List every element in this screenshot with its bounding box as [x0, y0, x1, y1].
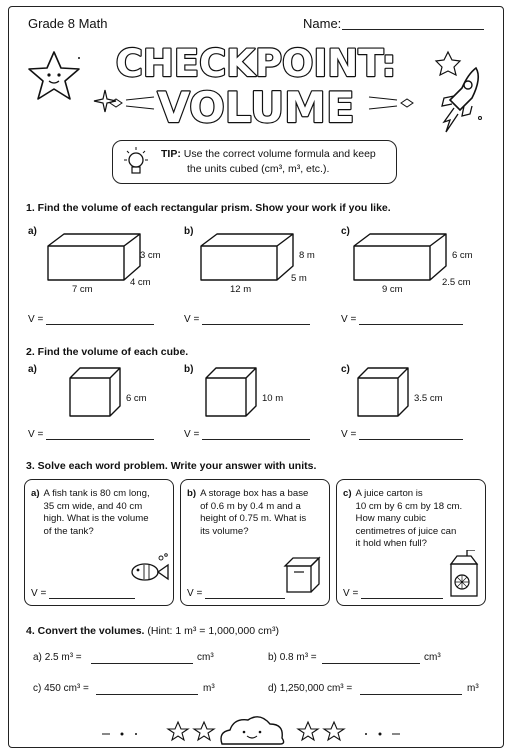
star-icon — [324, 722, 344, 740]
convert-b-label: b) — [268, 652, 277, 663]
section-3-heading: 3. Solve each word problem. Write your answer with units. — [26, 460, 317, 472]
storage-box-icon — [281, 556, 323, 596]
convert-a-answer-field[interactable] — [91, 663, 193, 664]
convert-c-answer-field[interactable] — [96, 694, 198, 695]
cube-a-answer-field[interactable] — [46, 439, 154, 440]
prism-b-answer-field[interactable] — [202, 324, 310, 325]
cube-c-figure — [352, 364, 412, 418]
fish-icon — [127, 552, 171, 586]
cube-a-label: a) — [28, 364, 37, 375]
prism-c-height: 6 cm — [452, 250, 473, 261]
cube-c-answer-label: V = — [341, 429, 357, 440]
cube-a-figure — [64, 364, 124, 418]
word-problem-a-text — [31, 488, 150, 538]
cube-b-side: 10 m — [262, 393, 284, 404]
prism-a-label: a) — [28, 226, 37, 237]
speed-lines-right-icon — [365, 95, 415, 111]
prism-a-height: 3 cm — [140, 250, 161, 261]
cube-c-side: 3.5 cm — [414, 393, 443, 404]
prism-b-height: 8 m — [299, 250, 315, 261]
name-field[interactable] — [342, 29, 484, 30]
word-problem-c-label: c) — [343, 488, 352, 499]
cube-b-figure — [200, 364, 260, 418]
word-problem-a-line: 35 cm wide, and 40 cm — [43, 500, 143, 512]
convert-d-value: 1,250,000 cm³ = — [279, 683, 353, 694]
convert-d-answer-field[interactable] — [360, 694, 462, 695]
subject-label: Grade 8 Math — [28, 16, 108, 31]
prism-b-label: b) — [184, 226, 194, 237]
word-problem-c-answer-label: V = — [343, 588, 359, 599]
word-problem-c-line: centimetres of juice can — [355, 525, 457, 537]
word-problem-b-text — [187, 488, 308, 538]
word-problem-b-line: of 0.6 m by 0.4 m and a — [200, 500, 301, 512]
prism-b-width: 5 m — [291, 273, 307, 284]
word-problem-c-line: How many cubic — [355, 513, 426, 524]
prism-c-label: c) — [341, 226, 350, 237]
section-4-heading: 4. Convert the volumes. — [26, 625, 145, 637]
word-problem-b-label: b) — [187, 488, 197, 499]
word-problem-c-line: 10 cm by 6 cm by 18 cm. — [355, 500, 463, 512]
word-problem-a-answer-field[interactable] — [49, 598, 135, 599]
word-problem-a-answer-label: V = — [31, 588, 47, 599]
prism-a-length: 7 cm — [72, 284, 93, 295]
convert-a-given — [33, 652, 82, 663]
speed-lines-left-icon — [108, 95, 158, 111]
prism-b-answer-label: V = — [184, 314, 200, 325]
prism-a-answer-label: V = — [28, 314, 44, 325]
word-problem-c-card — [336, 479, 486, 606]
smiling-star-icon — [24, 48, 84, 106]
section-1-heading: 1. Find the volume of each rectangular prism. Show your work if you like. — [26, 202, 391, 214]
lightbulb-icon — [121, 145, 151, 179]
word-problem-b-line: height of 0.75 m. What is — [200, 513, 307, 524]
prism-a-width: 4 cm — [130, 277, 151, 288]
prism-a-answer-field[interactable] — [46, 324, 154, 325]
name-label: Name: — [303, 16, 342, 31]
word-problem-c-answer-field[interactable] — [361, 598, 443, 599]
cube-a-side: 6 cm — [126, 393, 147, 404]
prism-c-length: 9 cm — [382, 284, 403, 295]
prism-c-figure — [350, 232, 450, 284]
prism-a-figure — [44, 232, 144, 284]
section-4-heading-row — [26, 625, 279, 637]
word-problem-b-line: A storage box has a base — [200, 488, 309, 499]
word-problem-a-label: a) — [31, 488, 40, 499]
cube-b-answer-label: V = — [184, 429, 200, 440]
prism-c-answer-field[interactable] — [359, 324, 463, 325]
word-problem-c-text — [343, 488, 462, 551]
cube-a-answer-label: V = — [28, 429, 44, 440]
prism-c-answer-label: V = — [341, 314, 357, 325]
convert-b-unit: cm³ — [424, 652, 441, 663]
word-problem-c-line: A juice carton is — [355, 488, 423, 499]
section-4-hint: (Hint: 1 m³ = 1,000,000 cm³) — [147, 625, 279, 637]
tip-text-line-1: Use the correct volume formula and keep — [183, 148, 376, 160]
star-icon — [194, 722, 214, 740]
rocket-icon — [420, 48, 490, 143]
prism-c-width: 2.5 cm — [442, 277, 471, 288]
cube-c-label: c) — [341, 364, 350, 375]
tip-label: TIP: — [161, 148, 181, 160]
cube-c-answer-field[interactable] — [359, 439, 463, 440]
tip-box — [112, 140, 397, 184]
word-problem-b-card — [180, 479, 330, 606]
cube-b-answer-field[interactable] — [202, 439, 310, 440]
section-2-heading: 2. Find the volume of each cube. — [26, 346, 189, 358]
title-line-2: VOLUME — [157, 83, 355, 128]
worksheet-title — [100, 36, 412, 128]
convert-b-value: 0.8 m³ = — [279, 652, 317, 663]
title-line-1: CHECKPOINT: — [115, 42, 397, 85]
convert-c-value: 450 cm³ = — [44, 683, 89, 694]
convert-d-unit: m³ — [467, 683, 479, 694]
word-problem-b-line: its volume? — [200, 525, 249, 537]
tip-text-line-2: the units cubed (cm³, m³, etc.). — [187, 163, 330, 175]
star-icon — [168, 722, 188, 740]
convert-a-unit: cm³ — [197, 652, 214, 663]
star-icon — [298, 722, 318, 740]
word-problem-b-answer-field[interactable] — [205, 598, 285, 599]
cube-b-label: b) — [184, 364, 194, 375]
convert-b-given — [268, 652, 317, 663]
convert-d-label: d) — [268, 683, 277, 694]
convert-a-label: a) — [33, 652, 42, 663]
convert-a-value: 2.5 m³ = — [44, 652, 82, 663]
convert-b-answer-field[interactable] — [322, 663, 420, 664]
word-problem-a-line: of the tank? — [43, 525, 94, 537]
convert-c-label: c) — [33, 683, 42, 694]
word-problem-b-answer-label: V = — [187, 588, 203, 599]
word-problem-a-card — [24, 479, 174, 606]
juice-carton-icon — [445, 550, 481, 600]
footer-decoration — [96, 708, 416, 748]
cloud-icon — [221, 717, 284, 744]
convert-c-unit: m³ — [203, 683, 215, 694]
word-problem-a-line: A fish tank is 80 cm long, — [43, 488, 150, 499]
convert-d-given — [268, 683, 352, 694]
word-problem-c-line: it hold when full? — [355, 538, 427, 549]
prism-b-length: 12 m — [230, 284, 252, 295]
convert-c-given — [33, 683, 89, 694]
prism-b-figure — [197, 232, 297, 284]
word-problem-a-line: high. What is the volume — [43, 513, 149, 524]
